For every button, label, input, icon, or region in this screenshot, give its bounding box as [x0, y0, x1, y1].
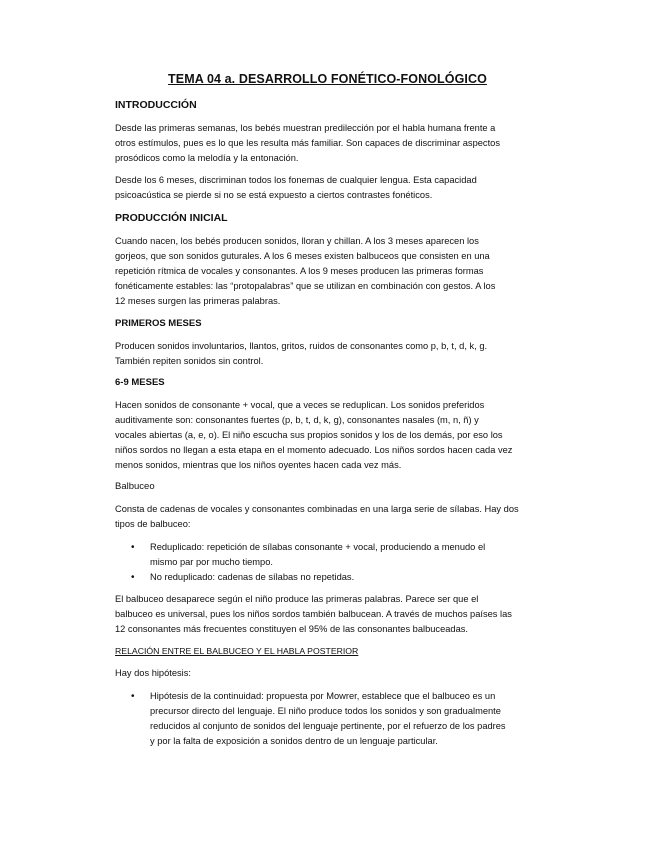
balbuceo-paragraph-1: [115, 502, 545, 532]
text-line: Hipótesis de la continuidad: propuesta por Mowrer, establece que el balbuceo es un: [150, 691, 496, 701]
text-line: vocales abiertas (a, e, o). El niño escucha sus propios sonidos y los de los demás, por eso los: [115, 430, 503, 440]
text-line: 12 consonantes más frecuentes constituyen el 95% de las consonantes balbuceadas.: [115, 624, 468, 634]
text-line: fonéticamente estables: las “protopalabras” que se utilizan en combinación con gestos. A los: [115, 281, 496, 291]
text-line: Producen sonidos involuntarios, llantos, gritos, ruidos de consonantes como p, b, t, d, k, g.: [115, 341, 488, 351]
produccion-paragraph: [115, 234, 545, 309]
heading-introduccion: INTRODUCCIÓN: [115, 99, 197, 111]
text-line: Hacen sonidos de consonante + vocal, que a veces se reduplican. Los sonidos preferidos: [115, 400, 485, 410]
bullet-icon: •: [131, 691, 135, 702]
text-line: psicoacústica se pierde si no se está expuesto a ciertos contrastes fonéticos.: [115, 190, 433, 200]
text-line: niños sordos no llegan a esta etapa en el momento adecuado. Los niños sordos hacen cada vez: [115, 445, 513, 455]
seis-paragraph: [115, 398, 545, 473]
text-line: gorjeos, que son sonidos guturales. A los 6 meses existen balbuceos que consisten en una: [115, 251, 490, 261]
text-line: Cuando nacen, los bebés producen sonidos, lloran y chillan. A los 3 meses aparecen los: [115, 236, 479, 246]
relacion-paragraph: [115, 666, 545, 681]
text-line: El balbuceo desaparece según el niño produce las primeras palabras. Parece ser que el: [115, 594, 479, 604]
intro-paragraph-1: [115, 121, 545, 166]
text-line: menos sonidos, mientras que los niños oyentes hacen cada vez más.: [115, 460, 402, 470]
text-line: otros estímulos, pues es lo que les resulta más familiar. Son capaces de discriminar aspectos: [115, 138, 500, 148]
heading-produccion-inicial: PRODUCCIÓN INICIAL: [115, 212, 228, 224]
text-line: precursor directo del lenguaje. El niño produce todos los sonidos y son gradualmente: [150, 706, 501, 716]
text-line: tipos de balbuceo:: [115, 519, 191, 529]
text-line: 12 meses surgen las primeras palabras.: [115, 296, 281, 306]
text-line: auditivamente son: consonantes fuertes (p, b, t, d, k, g), consonantes nasales (m, n, ñ) y: [115, 415, 479, 425]
text-line: repetición rítmica de vocales y consonantes. A los 9 meses producen las primeras formas: [115, 266, 484, 276]
text-line: Consta de cadenas de vocales y consonantes combinadas en una larga serie de sílabas. Hay dos: [115, 504, 519, 514]
intro-paragraph-2: [115, 173, 545, 203]
text-line: También repiten sonidos sin control.: [115, 356, 264, 366]
text-line: Desde los 6 meses, discriminan todos los fonemas de cualquier lengua. Esta capacidad: [115, 175, 477, 185]
balbuceo-paragraph-2: [115, 592, 545, 637]
heading-6-9-meses: 6-9 MESES: [115, 377, 165, 388]
text-line: Reduplicado: repetición de sílabas consonante + vocal, produciendo a menudo el: [150, 542, 486, 552]
bullet-icon: •: [131, 572, 135, 583]
text-line: reducidos al conjunto de sonidos del lenguaje pertinente, por el refuerzo de los padres: [150, 721, 506, 731]
text-line: balbuceo es universal, pues los niños sordos también balbucean. A través de muchos países las: [115, 609, 512, 619]
document-title: TEMA 04 a. DESARROLLO FONÉTICO-FONOLÓGICO: [168, 72, 487, 86]
bullet-icon: •: [131, 542, 135, 553]
heading-balbuceo: Balbuceo: [115, 481, 155, 492]
text-line: prosódicos como la melodía y la entonación.: [115, 153, 299, 163]
heading-relacion: RELACIÓN ENTRE EL BALBUCEO Y EL HABLA POSTERIOR: [115, 646, 359, 656]
heading-primeros-meses: PRIMEROS MESES: [115, 318, 202, 329]
text-line: mismo par por mucho tiempo.: [150, 557, 273, 567]
text-line: y por la falta de exposición a sonidos dentro de un lenguaje particular.: [150, 736, 438, 746]
primeros-paragraph: [115, 339, 545, 369]
text-line: Hay dos hipótesis:: [115, 668, 191, 678]
text-line: Desde las primeras semanas, los bebés muestran predilección por el habla humana frente a: [115, 123, 496, 133]
text-line: No reduplicado: cadenas de sílabas no repetidas.: [150, 572, 355, 582]
